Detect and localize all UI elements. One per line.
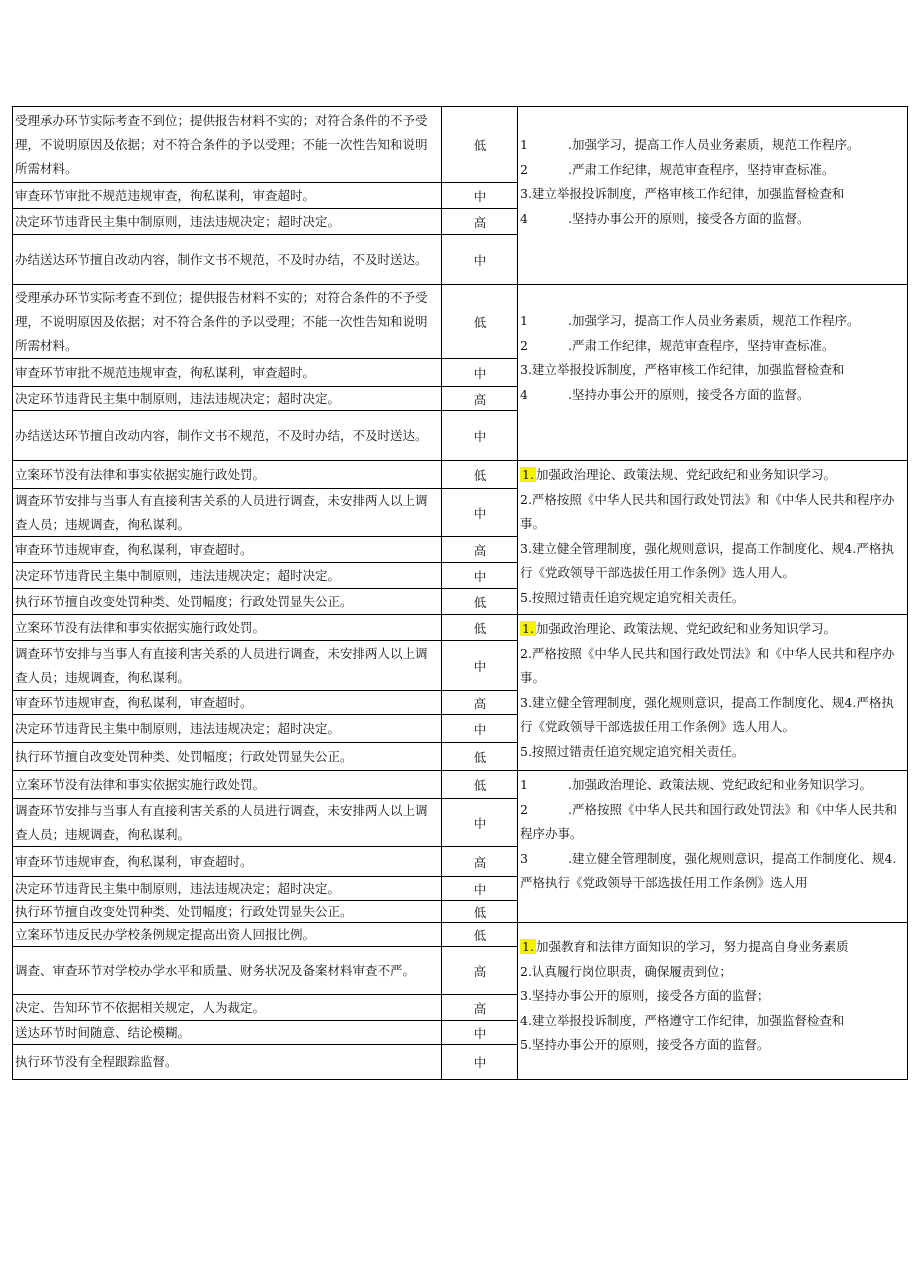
risk-level: 中: [441, 799, 518, 846]
table-group-5: [12, 770, 908, 922]
risk-level: 中: [441, 877, 518, 900]
risk-table: [12, 106, 908, 1080]
prevention-measures: [518, 461, 907, 614]
risk-point-text: 决定环节违背民主集中制原则，违法违规决定；超时决定。: [15, 390, 341, 406]
risk-level: 中: [441, 235, 518, 285]
measure-item: 2 .严肃工作纪律，规范审查程序，坚持审查标准。: [520, 337, 835, 353]
measure-item: 2.严格按照《中华人民共和国行政处罚法》和《中华人民共和程序办事。: [520, 645, 895, 685]
prevention-measures: [518, 771, 907, 922]
risk-point-text: 受理承办环节实际考查不到位；提供报告材料不实的；对符合条件的不予受理，不说明原因及依据；对不符合条件的予以受理；不能一次性告知和说明所需材料。: [15, 112, 428, 176]
table-row: [13, 799, 517, 847]
measure-item: 4.建立举报投诉制度，严格遵守工作纪律，加强监督检查和: [520, 1012, 845, 1028]
table-row: [13, 489, 517, 537]
risk-point-text: 决定环节违背民主集中制原则，违法违规决定；超时决定。: [15, 567, 341, 583]
risk-level: 高: [441, 847, 518, 876]
measure-item: 1 .加强政治理论、政策法规、党纪政纪和业务知识学习。: [520, 777, 872, 792]
risk-level: 高: [441, 947, 518, 994]
measure-item: 5.坚持办事公开的原则，接受各方面的监督。: [520, 1037, 770, 1052]
risk-point-text: 审查环节违规审查，徇私谋利，审查超时。: [15, 541, 253, 557]
risk-column: [13, 615, 517, 770]
risk-level: 高: [441, 537, 518, 562]
risk-level: 低: [441, 285, 518, 358]
risk-level: 中: [441, 411, 518, 461]
highlight-mark: 1.: [522, 621, 534, 636]
risk-column: [13, 461, 517, 614]
table-row: [13, 947, 517, 995]
measure-item: 1. 加强政治理论、政策法规、党纪政纪和业务知识学习。: [522, 621, 836, 636]
table-group-1: [12, 106, 908, 284]
risk-point-text: 送达环节时间随意、结论模糊。: [15, 1024, 191, 1040]
risk-level: 中: [441, 489, 518, 536]
measure-item: 3.坚持办事公开的原则，接受各方面的监督；: [520, 988, 770, 1003]
measure-item: 2 .严肃工作纪律，规范审查程序，坚持审查标准。: [520, 161, 835, 177]
table-row: [13, 107, 517, 183]
prevention-measures: [518, 923, 907, 1079]
risk-point-text: 审查环节审批不规范违规审查，徇私谋利，审查超时。: [15, 364, 316, 380]
measure-item: 1 .加强学习，提高工作人员业务素质，规范工作程序。: [520, 137, 860, 152]
highlight-mark: 1.: [522, 939, 534, 954]
risk-level: 中: [441, 641, 518, 690]
risk-level: 高: [441, 209, 518, 234]
risk-level: 低: [441, 901, 518, 923]
risk-point-text: 决定环节违背民主集中制原则，违法违规决定；超时决定。: [15, 880, 341, 896]
table-row: [13, 461, 517, 489]
table-row: [13, 209, 517, 235]
table-row: [13, 615, 517, 641]
risk-level: 中: [441, 1045, 518, 1079]
measure-item: 3.建立健全管理制度，强化规则意识，提高工作制度化、规4.严格执行《党政领导干部选拔任用工作条例》选人用人。: [520, 540, 894, 580]
risk-column: [13, 285, 517, 460]
table-group-2: [12, 284, 908, 460]
risk-point-text: 立案环节没有法律和事实依据实施行政处罚。: [15, 619, 266, 635]
risk-point-text: 调查、审查环节对学校办学水平和质量、财务状况及备案材料审查不严。: [15, 962, 416, 978]
risk-level: 高: [441, 387, 518, 410]
table-group-4: [12, 614, 908, 770]
table-row: [13, 995, 517, 1021]
risk-point-text: 办结送达环节擅自改动内容，制作文书不规范，不及时办结，不及时送达。: [15, 252, 428, 267]
measure-item: 5.按照过错责任追究规定追究相关责任。: [520, 589, 745, 605]
risk-level: 中: [441, 183, 518, 208]
table-row: [13, 387, 517, 411]
measure-item: 1. 加强政治理论、政策法规、党纪政纪和业务知识学习。: [522, 467, 836, 482]
prevention-measures: [518, 107, 907, 284]
risk-point-text: 决定环节违背民主集中制原则，违法违规决定；超时决定。: [15, 213, 341, 229]
table-row: [13, 715, 517, 743]
risk-level: 中: [441, 1021, 518, 1044]
risk-level: 低: [441, 107, 518, 182]
risk-point-text: 受理承办环节实际考查不到位；提供报告材料不实的；对符合条件的不予受理，不说明原因及依据；对不符合条件的予以受理；不能一次性告知和说明所需材料。: [15, 289, 428, 353]
prevention-measures: [518, 615, 907, 770]
measure-item: 3.建立举报投诉制度，严格审核工作纪律，加强监督检查和: [520, 362, 845, 377]
table-row: [13, 877, 517, 901]
risk-point-text: 执行环节擅自改变处罚种类、处罚幅度；行政处罚显失公正。: [15, 904, 353, 919]
table-row: [13, 285, 517, 359]
risk-point-text: 审查环节违规审查，徇私谋利，审查超时。: [15, 853, 253, 869]
risk-level: 低: [441, 615, 518, 640]
measure-item: 4 .坚持办事公开的原则，接受各方面的监督。: [520, 386, 810, 402]
table-group-6: [12, 922, 908, 1080]
risk-point-text: 调查环节安排与当事人有直接利害关系的人员进行调查，未安排两人以上调查人员；违规调查，徇私谋利。: [15, 645, 428, 685]
risk-point-text: 审查环节违规审查，徇私谋利，审查超时。: [15, 694, 253, 710]
risk-point-text: 办结送达环节擅自改动内容，制作文书不规范，不及时办结，不及时送达。: [15, 428, 428, 443]
table-row: [13, 847, 517, 877]
risk-level: 高: [441, 995, 518, 1020]
table-row: [13, 901, 517, 923]
risk-column: [13, 107, 517, 284]
risk-level: 中: [441, 359, 518, 386]
risk-column: [13, 771, 517, 922]
table-row: [13, 235, 517, 285]
risk-point-text: 决定、告知环节不依据相关规定，人为裁定。: [15, 999, 266, 1015]
measure-item: 3.建立举报投诉制度，严格审核工作纪律，加强监督检查和: [520, 186, 845, 201]
table-row: [13, 923, 517, 947]
table-row: [13, 359, 517, 387]
risk-level: 中: [441, 563, 518, 588]
measure-item: 2 .严格按照《中华人民共和国行政处罚法》和《中华人民共和程序办事。: [520, 801, 897, 841]
risk-point-text: 调查环节安排与当事人有直接利害关系的人员进行调查，未安排两人以上调查人员；违规调查，徇私谋利。: [15, 492, 428, 532]
table-row: [13, 589, 517, 615]
measure-item: 2.认真履行岗位职责，确保履责到位；: [520, 963, 732, 979]
highlight-mark: 1.: [522, 467, 534, 482]
table-row: [13, 563, 517, 589]
risk-point-text: 决定环节违背民主集中制原则，违法违规决定；超时决定。: [15, 720, 341, 736]
risk-level: 低: [441, 589, 518, 615]
measure-item: 5.按照过错责任追究规定追究相关责任。: [520, 743, 745, 759]
measure-item: 3 .建立健全管理制度，强化规则意识，提高工作制度化、规4.严格执行《党政领导干部选拔任用工作条例》选人用: [520, 850, 897, 890]
risk-point-text: 审查环节审批不规范违规审查，徇私谋利，审查超时。: [15, 187, 316, 203]
measure-item: 2.严格按照《中华人民共和国行政处罚法》和《中华人民共和程序办事。: [520, 491, 895, 531]
risk-level: 低: [441, 743, 518, 771]
table-row: [13, 743, 517, 771]
table-row: [13, 691, 517, 715]
risk-point-text: 执行环节没有全程跟踪监督。: [15, 1054, 178, 1069]
measure-item: 3.建立健全管理制度，强化规则意识，提高工作制度化、规4.严格执行《党政领导干部选拔任用工作条例》选人用人。: [520, 694, 894, 734]
table-row: [13, 537, 517, 563]
prevention-measures: [518, 285, 907, 460]
table-row: [13, 183, 517, 209]
table-group-3: [12, 460, 908, 614]
risk-level: 低: [441, 461, 518, 488]
table-row: [13, 1021, 517, 1045]
table-row: [13, 641, 517, 691]
table-row: [13, 411, 517, 461]
measure-item: 4 .坚持办事公开的原则，接受各方面的监督。: [520, 210, 810, 226]
risk-level: 中: [441, 715, 518, 742]
measure-item: 1. 加强教育和法律方面知识的学习，努力提高自身业务素质: [522, 939, 849, 954]
risk-level: 高: [441, 691, 518, 714]
risk-point-text: 执行环节擅自改变处罚种类、处罚幅度；行政处罚显失公正。: [15, 749, 353, 764]
risk-point-text: 立案环节没有法律和事实依据实施行政处罚。: [15, 466, 266, 482]
risk-level: 低: [441, 923, 518, 946]
measure-item: 1 .加强学习，提高工作人员业务素质，规范工作程序。: [520, 313, 860, 328]
risk-point-text: 立案环节违反民办学校条例规定提高出资人回报比例。: [15, 926, 316, 942]
risk-point-text: 立案环节没有法律和事实依据实施行政处罚。: [15, 776, 266, 792]
risk-point-text: 执行环节擅自改变处罚种类、处罚幅度；行政处罚显失公正。: [15, 594, 353, 609]
risk-point-text: 调查环节安排与当事人有直接利害关系的人员进行调查，未安排两人以上调查人员；违规调查，徇私谋利。: [15, 802, 428, 842]
table-row: [13, 771, 517, 799]
table-row: [13, 1045, 517, 1079]
risk-column: [13, 923, 517, 1079]
risk-level: 低: [441, 771, 518, 798]
